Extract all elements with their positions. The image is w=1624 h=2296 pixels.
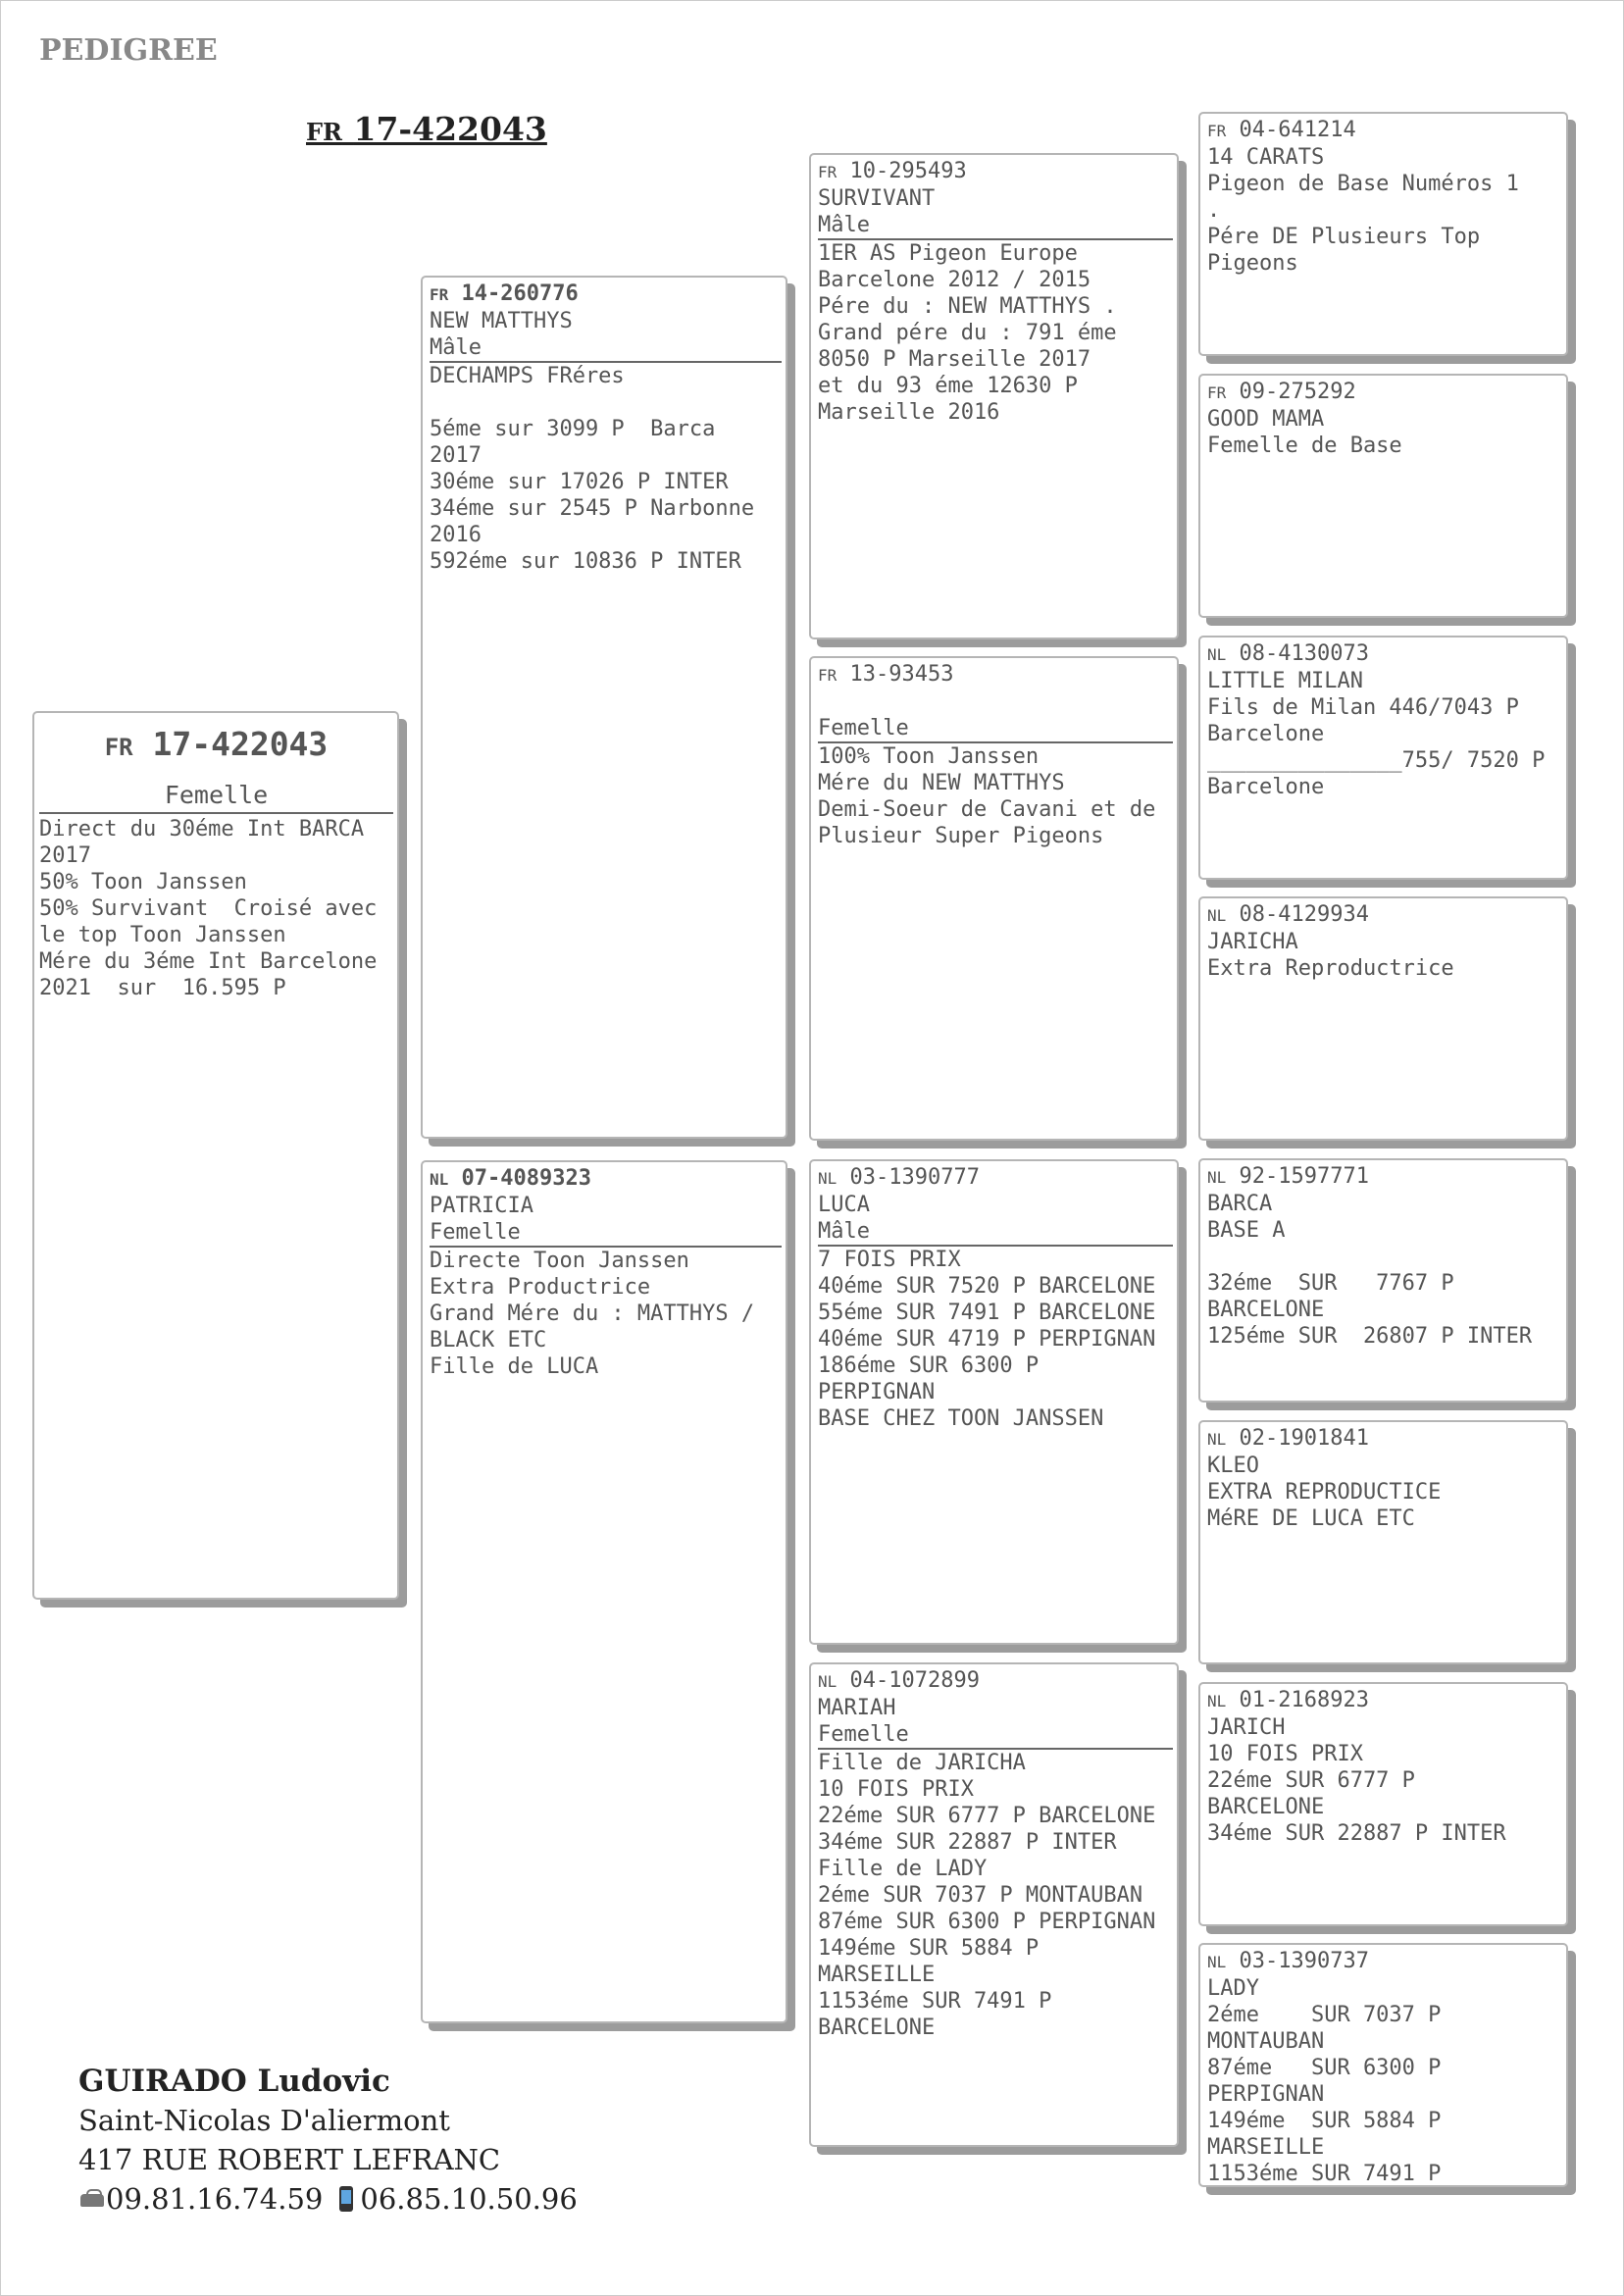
dam-ring-number: 07-4089323 <box>461 1166 591 1191</box>
dam-dam-notes: Fille de JARICHA 10 FOIS PRIX 22éme SUR 6777 P BARCELONE 34éme SUR 22887 P INTER Fille de LADY 2éme SUR 7037 P MONTAUBAN 87éme SUR 6300 P PERPIGNAN 149éme SUR 5884 P MARSEILLE 1153éme SUR 7491 P BARCELONE <box>818 1751 1156 2040</box>
ggp-card-5 <box>1198 1158 1568 1403</box>
ggp-8-notes: LADY 2éme SUR 7037 P MONTAUBAN 87éme SUR 6300 P PERPIGNAN 149éme SUR 5884 P MARSEILLE 1153éme SUR 7491 P <box>1207 1976 1442 2186</box>
sire-ring-number: 14-260776 <box>461 281 579 306</box>
ggp-card-3 <box>1198 636 1568 880</box>
dam-dam-card <box>809 1662 1179 2147</box>
dam-sire-sex: Mâle <box>818 1218 1173 1247</box>
ggp-1-ring-number: 04-641214 <box>1239 118 1356 142</box>
sire-dam-ring <box>818 661 1173 689</box>
ggp-4-country: NL <box>1207 906 1227 925</box>
owner-block <box>78 2062 578 2219</box>
subject-ring <box>39 717 393 767</box>
mobile-phone-icon <box>332 2184 360 2214</box>
dam-sire-name: LUCA <box>818 1193 870 1217</box>
ggp-4-ring-number: 08-4129934 <box>1239 902 1369 927</box>
ggp-8-ring-number: 03-1390737 <box>1239 1949 1369 1973</box>
ggp-6-notes: KLEO EXTRA REPRODUCTICE MéRE DE LUCA ETC <box>1207 1454 1442 1531</box>
sire-dam-name <box>818 689 1173 715</box>
dam-dam-country: NL <box>818 1672 837 1691</box>
owner-mobile: 06.85.10.50.96 <box>360 2182 578 2216</box>
ggp-2-country: FR <box>1207 383 1227 402</box>
dam-dam-ring <box>818 1667 1173 1695</box>
ggp-3-ring <box>1207 640 1562 668</box>
ggp-5-country: NL <box>1207 1168 1227 1187</box>
main-ring-country: FR <box>306 118 342 146</box>
subject-country: FR <box>104 734 133 761</box>
sire-dam-country: FR <box>818 666 837 685</box>
ggp-1-ring <box>1207 117 1562 144</box>
ggp-6-country: NL <box>1207 1430 1227 1449</box>
telephone-icon <box>78 2184 106 2214</box>
sire-sire-notes: 1ER AS Pigeon Europe Barcelone 2012 / 2015 Pére du : NEW MATTHYS . Grand pére du : 791 éme 8050 P Marseille 2017 et du 93 éme 12630 P Marseille 2016 <box>818 241 1117 425</box>
ggp-4-ring <box>1207 901 1562 929</box>
dam-sire-ring <box>818 1164 1173 1192</box>
ggp-2-notes: GOOD MAMA Femelle de Base <box>1207 407 1402 458</box>
sire-notes: DECHAMPS FRéres 5éme sur 3099 P Barca 2017 30éme sur 17026 P INTER 34éme sur 2545 P Narbonne 2016 592éme sur 10836 P INTER <box>430 364 755 574</box>
dam-dam-ring-number: 04-1072899 <box>849 1668 980 1693</box>
dam-sire-country: NL <box>818 1169 837 1188</box>
ggp-1-country: FR <box>1207 122 1227 140</box>
owner-address: 417 RUE ROBERT LEFRANC <box>78 2143 501 2176</box>
dam-ring <box>430 1165 782 1193</box>
owner-phones <box>78 2179 578 2219</box>
sire-sire-card <box>809 153 1179 639</box>
ggp-8-country: NL <box>1207 1953 1227 1971</box>
dam-sire-notes: 7 FOIS PRIX 40éme SUR 7520 P BARCELONE 55éme SUR 7491 P BARCELONE 40éme SUR 4719 P PERPIGNAN 186éme SUR 6300 P PERPIGNAN BASE CHEZ TOON JANSSEN <box>818 1248 1156 1431</box>
ggp-6-ring <box>1207 1425 1562 1453</box>
dam-country: NL <box>430 1170 449 1189</box>
dam-card <box>421 1160 787 2023</box>
subject-card <box>32 711 399 1600</box>
sire-sire-ring <box>818 158 1173 185</box>
sire-sire-name: SURVIVANT <box>818 186 936 211</box>
sire-sire-sex: Mâle <box>818 212 1173 240</box>
sire-dam-notes: 100% Toon Janssen Mére du NEW MATTHYS Demi-Soeur de Cavani et de Plusieur Super Pigeons <box>818 744 1156 848</box>
ggp-2-ring <box>1207 379 1562 406</box>
dam-name: PATRICIA <box>430 1194 533 1218</box>
ggp-7-country: NL <box>1207 1692 1227 1710</box>
ggp-card-4 <box>1198 896 1568 1141</box>
sire-sex: Mâle <box>430 334 782 363</box>
dam-sex: Femelle <box>430 1219 782 1248</box>
sire-sire-ring-number: 10-295493 <box>849 159 967 183</box>
subject-ring-number: 17-422043 <box>152 725 329 763</box>
sire-dam-sex: Femelle <box>818 715 1173 743</box>
owner-city: Saint-Nicolas D'aliermont <box>78 2104 450 2137</box>
sire-name: NEW MATTHYS <box>430 309 573 333</box>
ggp-card-6 <box>1198 1420 1568 1664</box>
page-title: PEDIGREE <box>39 33 218 68</box>
ggp-8-ring <box>1207 1948 1562 1975</box>
ggp-card-1 <box>1198 112 1568 356</box>
owner-phone: 09.81.16.74.59 <box>106 2182 324 2216</box>
subject-notes: Direct du 30éme Int BARCA 2017 50% Toon Janssen 50% Survivant Croisé avec le top Toon Janssen Mére du 3éme Int Barcelone 2021 sur 16.595 P <box>39 817 378 1000</box>
ggp-card-7 <box>1198 1682 1568 1926</box>
dam-dam-name: MARIAH <box>818 1696 896 1720</box>
dam-notes: Directe Toon Janssen Extra Productrice Grand Mére du : MATTHYS / BLACK ETC Fille de LUCA <box>430 1249 755 1379</box>
sire-country: FR <box>430 285 449 304</box>
ggp-card-8 <box>1198 1943 1568 2187</box>
ggp-5-ring <box>1207 1163 1562 1191</box>
ggp-6-ring-number: 02-1901841 <box>1239 1426 1369 1451</box>
sire-ring <box>430 281 782 308</box>
subject-sex: Femelle <box>39 767 393 814</box>
ggp-7-ring-number: 01-2168923 <box>1239 1688 1369 1712</box>
ggp-2-ring-number: 09-275292 <box>1239 380 1356 404</box>
dam-dam-sex: Femelle <box>818 1721 1173 1750</box>
dam-sire-card <box>809 1159 1179 1645</box>
owner-name: GUIRADO Ludovic <box>78 2064 390 2099</box>
ggp-5-ring-number: 92-1597771 <box>1239 1164 1369 1189</box>
ggp-3-notes: LITTLE MILAN Fils de Milan 446/7043 P Barcelone _______________755/ 7520 P Barcelone <box>1207 669 1546 799</box>
ggp-4-notes: JARICHA Extra Reproductrice <box>1207 930 1454 981</box>
sire-card <box>421 276 787 1139</box>
ggp-3-country: NL <box>1207 645 1227 664</box>
ggp-7-notes: JARICH 10 FOIS PRIX 22éme SUR 6777 P BARCELONE 34éme SUR 22887 P INTER <box>1207 1715 1506 1846</box>
dam-sire-ring-number: 03-1390777 <box>849 1165 980 1190</box>
sire-dam-ring-number: 13-93453 <box>849 662 954 687</box>
ggp-5-notes: BARCA BASE A 32éme SUR 7767 P BARCELONE 125éme SUR 26807 P INTER <box>1207 1192 1533 1349</box>
ggp-card-2 <box>1198 374 1568 618</box>
main-ring-number: 17-422043 <box>353 110 547 148</box>
ggp-7-ring <box>1207 1687 1562 1714</box>
ggp-3-ring-number: 08-4130073 <box>1239 641 1369 666</box>
sire-sire-country: FR <box>818 163 837 181</box>
sire-dam-card <box>809 656 1179 1141</box>
main-ring-title <box>306 110 547 148</box>
ggp-1-notes: 14 CARATS Pigeon de Base Numéros 1 . Pére DE Plusieurs Top Pigeons <box>1207 145 1519 276</box>
